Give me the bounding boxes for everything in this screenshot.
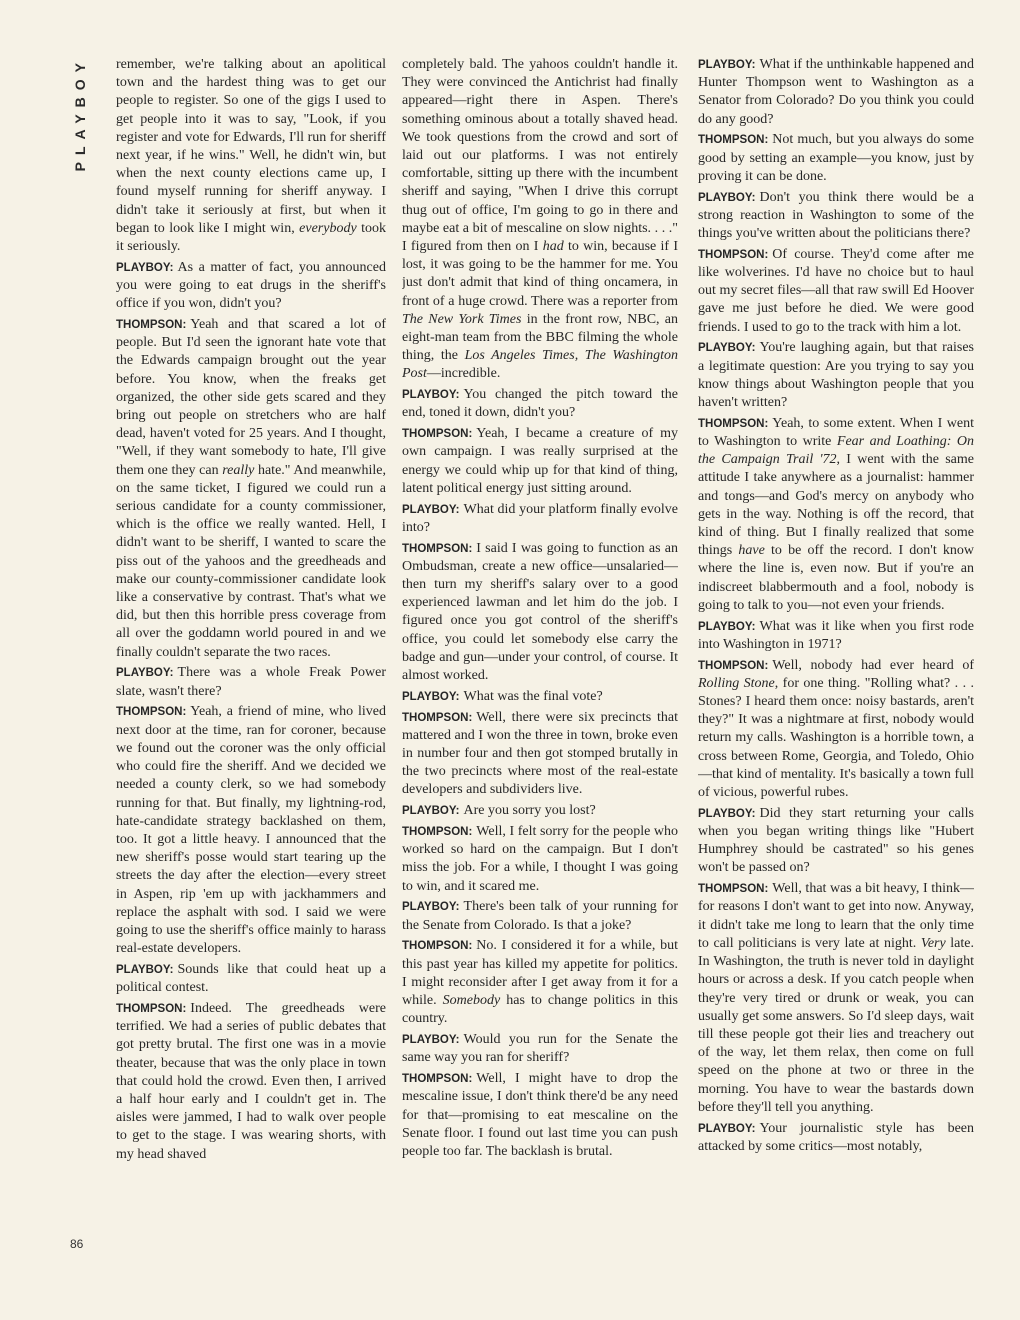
speaker-label: THOMPSON: <box>698 248 769 261</box>
speaker-label: THOMPSON: <box>698 417 769 430</box>
paragraph-text: No. I considered it for a while, but this past year has killed my appetite for politics. I might reconsider after I get away from it for a while. <box>402 938 678 1009</box>
interview-paragraph <box>402 386 678 422</box>
paragraph-text: Yeah, to some extent. When I went to Washington to write <box>698 415 974 450</box>
continued-paragraph <box>116 56 386 256</box>
speaker-label: THOMPSON: <box>402 940 473 953</box>
emphasis-text: Fear and Loathing: On the Campaign Trail '72 <box>698 434 974 468</box>
interview-paragraph <box>402 1070 678 1161</box>
paragraph-text: You changed the pitch toward the end, toned it down, didn't you? <box>402 387 678 421</box>
speaker-label: PLAYBOY: <box>402 503 460 516</box>
paragraph-text: Your journalistic style has been attacked by some critics—most notably, <box>698 1120 974 1154</box>
paragraph-text: —incredible. <box>426 366 501 382</box>
speaker-label: THOMPSON: <box>116 1002 187 1015</box>
paragraph-text: Yeah, I became a creature of my own campaign. I was really surprised at the energy we could whip up for that kind of thing, latent political energy just sitting around. <box>402 426 678 496</box>
speaker-label: PLAYBOY: <box>698 59 756 71</box>
continued-paragraph <box>402 56 678 384</box>
emphasis-text: had <box>542 239 564 255</box>
paragraph-text: has to change politics in this country. <box>402 993 678 1027</box>
paragraph-text: Yeah, a friend of mine, who lived next door at the time, ran for coroner, because we found out the coroner was the only official who could fire the sheriff. And we decided we needed a county clerk, so we had somebody running for that. But finally, my lightning-rod, hate-candidate strategy backlashed on them, too. It got a little heavy. I announced that the new sheriff's posse would start tearing up the streets the day after the election—every street in Aspen, rip 'em up with jackhammers and replace the asphalt with sod. I said we were going to use the sheriff's office mainly to harass real-estate developers. <box>116 704 386 957</box>
interview-paragraph <box>402 1031 678 1067</box>
emphasis-text: Somebody <box>442 993 501 1009</box>
paragraph-text: Would you run for the Senate the same way you ran for sheriff? <box>402 1032 678 1066</box>
emphasis-text: have <box>738 543 765 559</box>
paragraph-text: Well, that was a bit heavy, I think—for reasons I don't want to get into now. Anyway, it didn't take me long to learn that the only time to call politicians is very late at night. <box>698 881 974 951</box>
speaker-label: THOMPSON: <box>116 319 187 332</box>
paragraph-text: I said I was going to function as an Ombudsman, create a new office—unsalaried—then turn my sheriff's salary over to a good experienced lawman and let him do the job. I figured once you got control of the sheriff's office, you could let somebody else carry the badge and gun—under your control, of course. It almost worked. <box>402 540 678 684</box>
text-column-2 <box>402 56 678 1262</box>
speaker-label: PLAYBOY: <box>698 1122 756 1135</box>
paragraph-text: Of course. They'd come after me like wolverines. I'd have no choice but to haul out my secret files—all that raw swill Ed Hoover gave me just before he died. We were good friends. I used to go to the track with him a lot. <box>698 246 974 335</box>
interview-paragraph <box>116 961 386 997</box>
paragraph-text: Indeed. The greedheads were terrified. We had a series of public debates that got pretty brutal. The first one was in a movie theater, because that was the only place in town that could hold the crowd. Even then, I arrived a half hour early and I couldn't get in. The aisles were jammed, I had to walk over people to get to the stage. I was wearing shorts, with my head shaved <box>116 1000 386 1162</box>
paragraph-text: to be off the record. I don't know where the line is, even now. But if you're an indiscreet blabbermouth and a fool, nobody is going to talk to you—not even your friends. <box>698 543 974 613</box>
text-column-3 <box>698 56 974 1262</box>
interview-paragraph <box>402 540 678 686</box>
paragraph-text: There was a whole Freak Power slate, wasn't there? <box>116 665 386 699</box>
interview-paragraph <box>698 805 974 878</box>
interview-paragraph <box>698 415 974 615</box>
paragraph-text: What was it like when you first rode into Washington in 1971? <box>698 618 974 652</box>
paragraph-text: Well, there were six precincts that mattered and I won the three in town, broke even in number four and then got stomped brutally in the two precincts where most of the real-estate developers and subdividers live. <box>402 709 678 798</box>
paragraph-text: There's been talk of your running for the Senate from Colorado. Is that a joke? <box>402 899 678 933</box>
speaker-label: PLAYBOY: <box>402 901 460 914</box>
paragraph-text: Don't you think there would be a strong reaction in Washington to some of the things you've written about the politicians there? <box>698 189 974 242</box>
magazine-masthead: PLAYBOY <box>72 56 88 172</box>
speaker-label: THOMPSON: <box>402 428 473 441</box>
emphasis-text: Very <box>920 935 946 951</box>
emphasis-text: everybody <box>299 220 357 236</box>
interview-paragraph <box>116 316 386 662</box>
paragraph-text: took it seriously. <box>116 220 386 255</box>
paragraph-text: completely bald. The yahoos couldn't handle it. They were convinced the Antichrist had finally appeared—right there in Aspen. There's something ominous about a totally shaved head. We took questions from the crowd and sort of laid out our platforms. I was not entirely comfortable, sitting up there with the incumbent sheriff and saying, "When I drive this corrupt thug out of office, I'm going to go in there and maybe eat a bit of mescaline on slow nights. . . ." I figured from then on I <box>402 57 678 255</box>
paragraph-text: Well, nobody had ever heard of <box>772 657 974 673</box>
interview-paragraph <box>402 501 678 537</box>
paragraph-text: , for one thing. "Rolling what? . . . Stones? I heard them once: noisy bastards, aren't they?" It was a nightmare at first, nobody would return my calls. Washington is a horrible town, a cross between Rome, Georgia, and Toledo, Ohio—that kind of mentality. It's basically a town full of vicious, powerful rubes. <box>698 675 974 801</box>
speaker-label: THOMPSON: <box>402 542 473 555</box>
interview-paragraph <box>116 1000 386 1164</box>
speaker-label: THOMPSON: <box>402 826 473 839</box>
speaker-label: THOMPSON: <box>698 659 769 672</box>
paragraph-text: As a matter of fact, you announced you were going to eat drugs in the sheriff's office if you won, didn't you? <box>116 259 386 312</box>
paragraph-text: Are you sorry you lost? <box>463 803 596 819</box>
interview-paragraph <box>698 339 974 412</box>
interview-paragraph <box>698 189 974 244</box>
paragraph-text: You're laughing again, but that raises a legitimate question: Are you trying to say you know things about Washington people that you haven't written? <box>698 340 974 411</box>
interview-paragraph <box>698 56 974 129</box>
paragraph-text: , I went with the same attitude I take anywhere as a journalist: hammer and tongs—and God's mercy on anybody who gets in the way. Nothing is off the record, that kind of thing. But I finally realized that some things <box>698 452 974 559</box>
paragraph-text: Well, I felt sorry for the people who worked so hard on the campaign. But I don't miss the job. For a while, I thought I was going to win, and it scared me. <box>402 824 678 894</box>
speaker-label: PLAYBOY: <box>402 805 460 818</box>
speaker-label: THOMPSON: <box>116 706 187 719</box>
speaker-label: PLAYBOY: <box>402 389 460 402</box>
paragraph-text: to win, because if I lost, it was going to be the hammer for me. You just don't admit that kind of thing oncamera, in front of a huge crowd. There was a reporter from <box>402 239 678 309</box>
paragraph-text: What if the unthinkable happened and Hunter Thompson went to Washington as a Senator from Colorado? Do you think you could do any good? <box>698 57 974 127</box>
speaker-label: PLAYBOY: <box>698 620 756 633</box>
interview-paragraph <box>698 657 974 803</box>
speaker-label: THOMPSON: <box>698 134 769 147</box>
interview-paragraph <box>402 937 678 1028</box>
paragraph-text: Did they start returning your calls when you began writing things like "Hubert Humphrey should be castrated" so his genes won't be passed on? <box>698 805 974 876</box>
interview-paragraph <box>698 880 974 1117</box>
page-number: 86 <box>70 1237 84 1251</box>
emphasis-text: really <box>222 462 255 478</box>
interview-paragraph <box>698 246 974 337</box>
interview-paragraph <box>116 664 386 700</box>
speaker-label: THOMPSON: <box>698 883 769 896</box>
speaker-label: THOMPSON: <box>402 711 473 724</box>
interview-paragraph <box>116 703 386 958</box>
speaker-label: PLAYBOY: <box>698 807 756 820</box>
speaker-label: PLAYBOY: <box>402 1034 460 1047</box>
paragraph-text: Well, I might have to drop the mescaline issue, I don't think there'd be any need for that—promising to eat mescaline on the Senate floor. I found out last time you can push people too far. The backlash is brutal. <box>402 1071 678 1159</box>
speaker-label: PLAYBOY: <box>402 690 460 703</box>
speaker-label: THOMPSON: <box>402 1073 473 1086</box>
interview-paragraph <box>698 1120 974 1156</box>
paragraph-text: late. In Washington, the truth is never told in daylight hours or across a desk. If you catch people when they're very tired or drunk or weak, you can usually get some answers. So I'd sleep days, wait till these people got their lies and treachery out of the way, let them relax, then come on full speed on the phone at two or three in the morning. You have to wear the bastards down before they'll tell you anything. <box>698 935 974 1115</box>
paragraph-text: Sounds like that could heat up a political contest. <box>116 961 386 996</box>
emphasis-text: Rolling Stone <box>698 675 775 691</box>
speaker-label: PLAYBOY: <box>698 342 756 355</box>
interview-paragraph <box>698 131 974 186</box>
paragraph-text: Yeah and that scared a lot of people. But I'd seen the ignorant hate vote that the Edwards campaign brought out the year before. You know, when the freaks get organized, the other side gets scared and they bring out people on stretchers who are half dead, haven't voted for 25 years. And I thought, "Well, if they want somebody to hate, I'll give them one they can <box>116 317 386 478</box>
paragraph-text: in the front row, NBC, an eight-man team from the BBC filming the whole thing, the <box>402 311 678 364</box>
interview-paragraph <box>402 688 678 706</box>
paragraph-text: remember, we're talking about an apolitical town and the hardest thing was to get our people to register. So one of the gigs I used to get people into it was to say, "Look, if you register and vote for Edwards, I'll run for sheriff next year, if he wins." Well, he didn't win, but when the next county elections came up, I found myself running for sheriff anyway. I didn't take it seriously at first, but when it began to look like I might win, <box>116 57 386 236</box>
interview-paragraph <box>698 618 974 654</box>
interview-paragraph <box>402 425 678 498</box>
paragraph-text: Not much, but you always do some good by setting an example—you know, just by proving it can be done. <box>698 132 974 184</box>
speaker-label: PLAYBOY: <box>116 963 174 976</box>
interview-paragraph <box>402 898 678 934</box>
text-column-1 <box>116 56 386 1262</box>
speaker-label: PLAYBOY: <box>116 261 174 274</box>
speaker-label: PLAYBOY: <box>116 667 174 680</box>
paragraph-text: hate." And meanwhile, on the same ticket, I figured we could run a serious candidate for a county commissioner, which is the office we really wanted. Hell, I didn't want to be sheriff, I wanted to scare the piss out of the yahoos and the greedheads and make our county-commissioner candidate look like a conservative by contrast. That's what we did, but then this horrible press coverage from all over the goddamn world poured in and we finally couldn't separate the two races. <box>116 462 386 660</box>
interview-paragraph <box>116 259 386 314</box>
interview-paragraph <box>402 823 678 896</box>
interview-paragraph <box>402 709 678 800</box>
paragraph-text: What was the final vote? <box>463 688 603 704</box>
emphasis-text: Los Angeles Times, The Washington Post <box>402 348 678 382</box>
emphasis-text: The New York Times <box>402 311 522 327</box>
speaker-label: PLAYBOY: <box>698 191 756 204</box>
paragraph-text: What did your platform finally evolve into? <box>402 501 678 535</box>
interview-paragraph <box>402 802 678 820</box>
